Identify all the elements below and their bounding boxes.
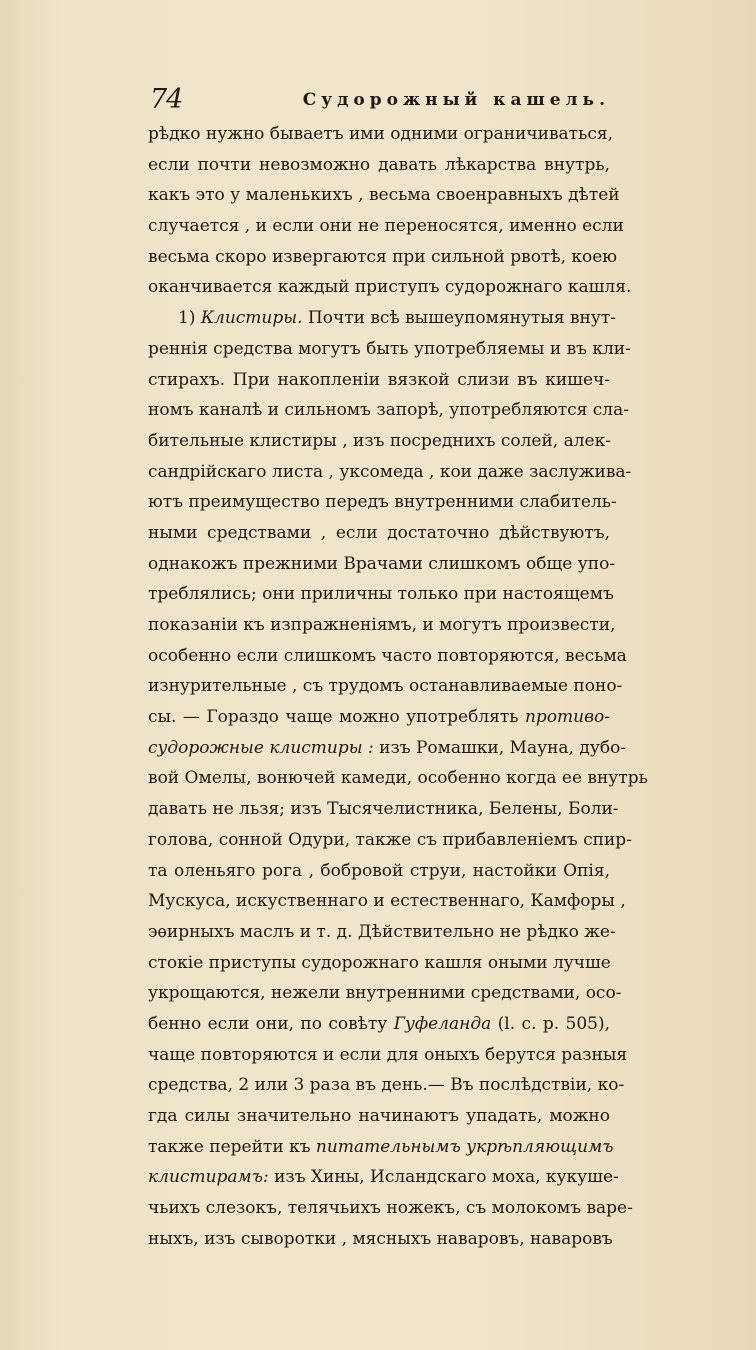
italic-phrase: питательнымъ укрѣпляющимъ	[315, 1136, 614, 1157]
list-marker: 1)	[178, 308, 201, 329]
line-rest: (l. c. p. 505),	[491, 1013, 610, 1034]
line-rest: изъ Ромашки, Мауна, дубо-	[373, 737, 627, 758]
text-line	[148, 733, 627, 764]
text-line: треблялись; они приличны только при настоящемъ	[148, 584, 614, 605]
text-line: ныхъ, изъ сыворотки , мясныхъ наваровъ, наваровъ	[148, 1228, 613, 1249]
text-line: однакожъ прежними Врачами слишкомъ обще упо-	[148, 553, 616, 574]
italic-phrase: судорожные клистиры :	[148, 737, 374, 758]
line-start: также перейти къ	[148, 1136, 316, 1157]
text-line: сандрійскаго листа , уксомеда , кои даже заслужива-	[148, 461, 632, 482]
text-line: стирахъ. При накопленіи вязкой слизи въ кишеч-	[148, 369, 610, 390]
text-line: укрощаются, нежели внутренними средствами, осо-	[148, 983, 622, 1004]
text-line: если почти невозможно давать лѣкарства внутрь,	[148, 154, 610, 175]
text-line: номъ каналѣ и сильномъ запорѣ, употребляются сла-	[148, 400, 629, 421]
line-start: сы. — Гораздо чаще можно употреблять	[148, 707, 525, 728]
text-line	[148, 1162, 619, 1193]
text-line: голова, сонной Одури, также съ прибавленіемъ спир-	[148, 829, 632, 850]
text-line: та оленьяго рога , бобровой струи, настойки Опія,	[148, 860, 610, 881]
text-line: вой Омелы, вонючей камеди, особенно когда ее внутрь	[148, 768, 648, 789]
text-line: рѣдко нужно бываетъ ими одними ограничиваться,	[148, 124, 613, 144]
text-line: реннія средства могутъ быть употребляемы и въ кли-	[148, 338, 631, 359]
text-line: случается , и если они не переносятся, именно если	[148, 216, 624, 237]
page-header	[150, 80, 610, 120]
text-line: давать не льзя; изъ Тысячелистника, Белены, Боли-	[148, 799, 619, 820]
text-line	[148, 303, 617, 334]
text-line: оканчивается каждый приступъ судорожнаго кашля.	[148, 277, 632, 298]
running-title: Судорожный кашель.	[302, 90, 610, 110]
italic-phrase: Клистиры.	[200, 308, 303, 329]
text-line: Мускуса, искуственнаго и естественнаго, Камфоры ,	[148, 891, 626, 912]
text-body	[148, 119, 648, 1254]
text-line: изнурительные , съ трудомъ останавливаемые поно-	[148, 676, 623, 697]
text-line: особенно если слишкомъ часто повторяются, весьма	[148, 645, 627, 666]
text-line: гда силы значительно начинаютъ упадать, можно	[148, 1106, 610, 1126]
italic-phrase: Гуфеланда	[393, 1013, 492, 1034]
text-line: ютъ преимущество передъ внутренними слабитель-	[148, 492, 617, 513]
text-line: бительные клистиры , изъ посреднихъ солей, алек-	[148, 430, 611, 451]
text-line: стокіе приступы судорожнаго кашля оными лучше	[148, 952, 611, 973]
line-start: бенно если они, по совѣту	[148, 1013, 394, 1034]
text-line: показаніи къ изпражненіямъ, и могутъ произвести,	[148, 615, 616, 635]
text-line: чаще повторяются и если для оныхъ берутся разныя	[148, 1044, 628, 1065]
text-line: какъ это у маленькихъ , весьма своенравныхъ дѣтей	[148, 185, 620, 206]
page-number: 74	[150, 84, 183, 115]
text-line: средства, 2 или 3 раза въ день.— Въ послѣдствіи, ко-	[148, 1075, 625, 1096]
text-line: весьма скоро извергаются при сильной рвотѣ, коею	[148, 246, 618, 267]
line-rest: Почти всѣ вышеупомянутыя внут-	[302, 308, 617, 329]
text-line	[148, 1009, 610, 1040]
italic-phrase: противо-	[524, 707, 610, 728]
text-line	[148, 702, 610, 733]
line-rest: изъ Хины, Исландскаго моха, кукуше-	[268, 1167, 619, 1188]
italic-phrase: клистирамъ:	[148, 1167, 269, 1188]
text-line: чьихъ слезокъ, телячьихъ ножекъ, съ молокомъ варе-	[148, 1198, 633, 1219]
text-line: эѳирныхъ маслъ и т. д. Дѣйствительно не рѣдко же-	[148, 921, 616, 942]
text-line: ными средствами , если достаточно дѣйствуютъ,	[148, 522, 610, 543]
text-line	[148, 1132, 614, 1163]
